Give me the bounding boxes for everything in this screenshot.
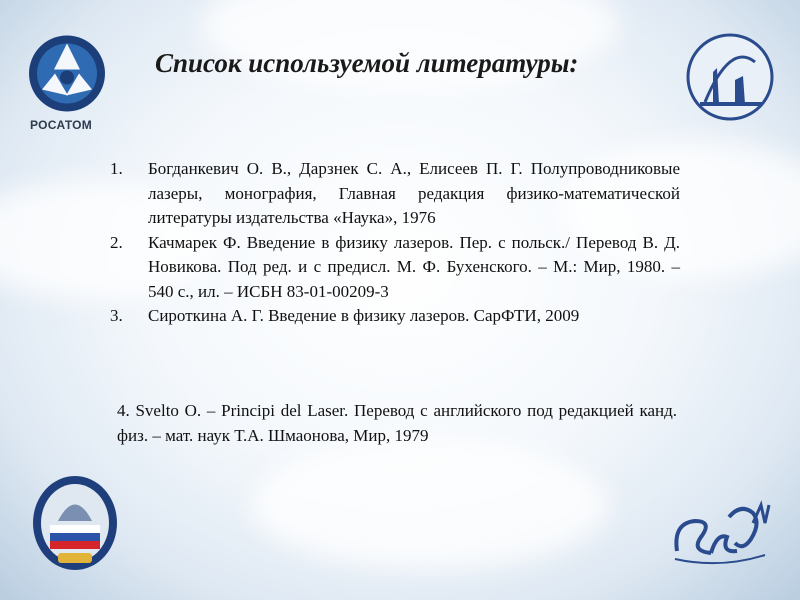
list-item-number: 3. xyxy=(110,306,123,325)
list-item-text: Сироткина А. Г. Введение в физику лазеров. СарФТИ, 2009 xyxy=(148,306,580,325)
mifi-emblem-icon xyxy=(30,473,120,573)
extra-reference: 4. Svelto O. – Principi del Laser. Перевод с английского под редакцией канд. физ. – мат. наук Т.А. Шмаонова, Мир, 1979 xyxy=(117,401,677,445)
sarfti-script-logo-icon xyxy=(665,493,775,573)
list-item-number: 2. xyxy=(110,232,123,252)
list-item xyxy=(110,231,680,305)
list-item-text: Качмарек Ф. Введение в физику лазеров. Пер. с польск./ Перевод В. Д. Новикова. Под ред. и с предисл. М. Ф. Бухенского. – М.: Мир, 1980. – 540 с., ил. – ИСБН 83-01-00209-3 xyxy=(148,232,680,301)
rosatom-wordmark: РОСАТОМ xyxy=(30,118,93,132)
list-item-text: Богданкевич О. В., Дарзнек С. А., Елисеев П. Г. Полупроводниковые лазеры, монография, Главная редакция физико-математической литературы издательства «Наука», 1976 xyxy=(148,159,680,227)
cloud-decoration xyxy=(250,440,610,570)
list-item-number: 1. xyxy=(110,159,123,178)
page-title: Список используемой литературы: xyxy=(155,48,579,78)
list-item xyxy=(110,157,680,231)
list-item xyxy=(110,304,680,329)
sarfti-sail-logo-icon xyxy=(685,32,775,122)
reference-list xyxy=(110,157,680,329)
